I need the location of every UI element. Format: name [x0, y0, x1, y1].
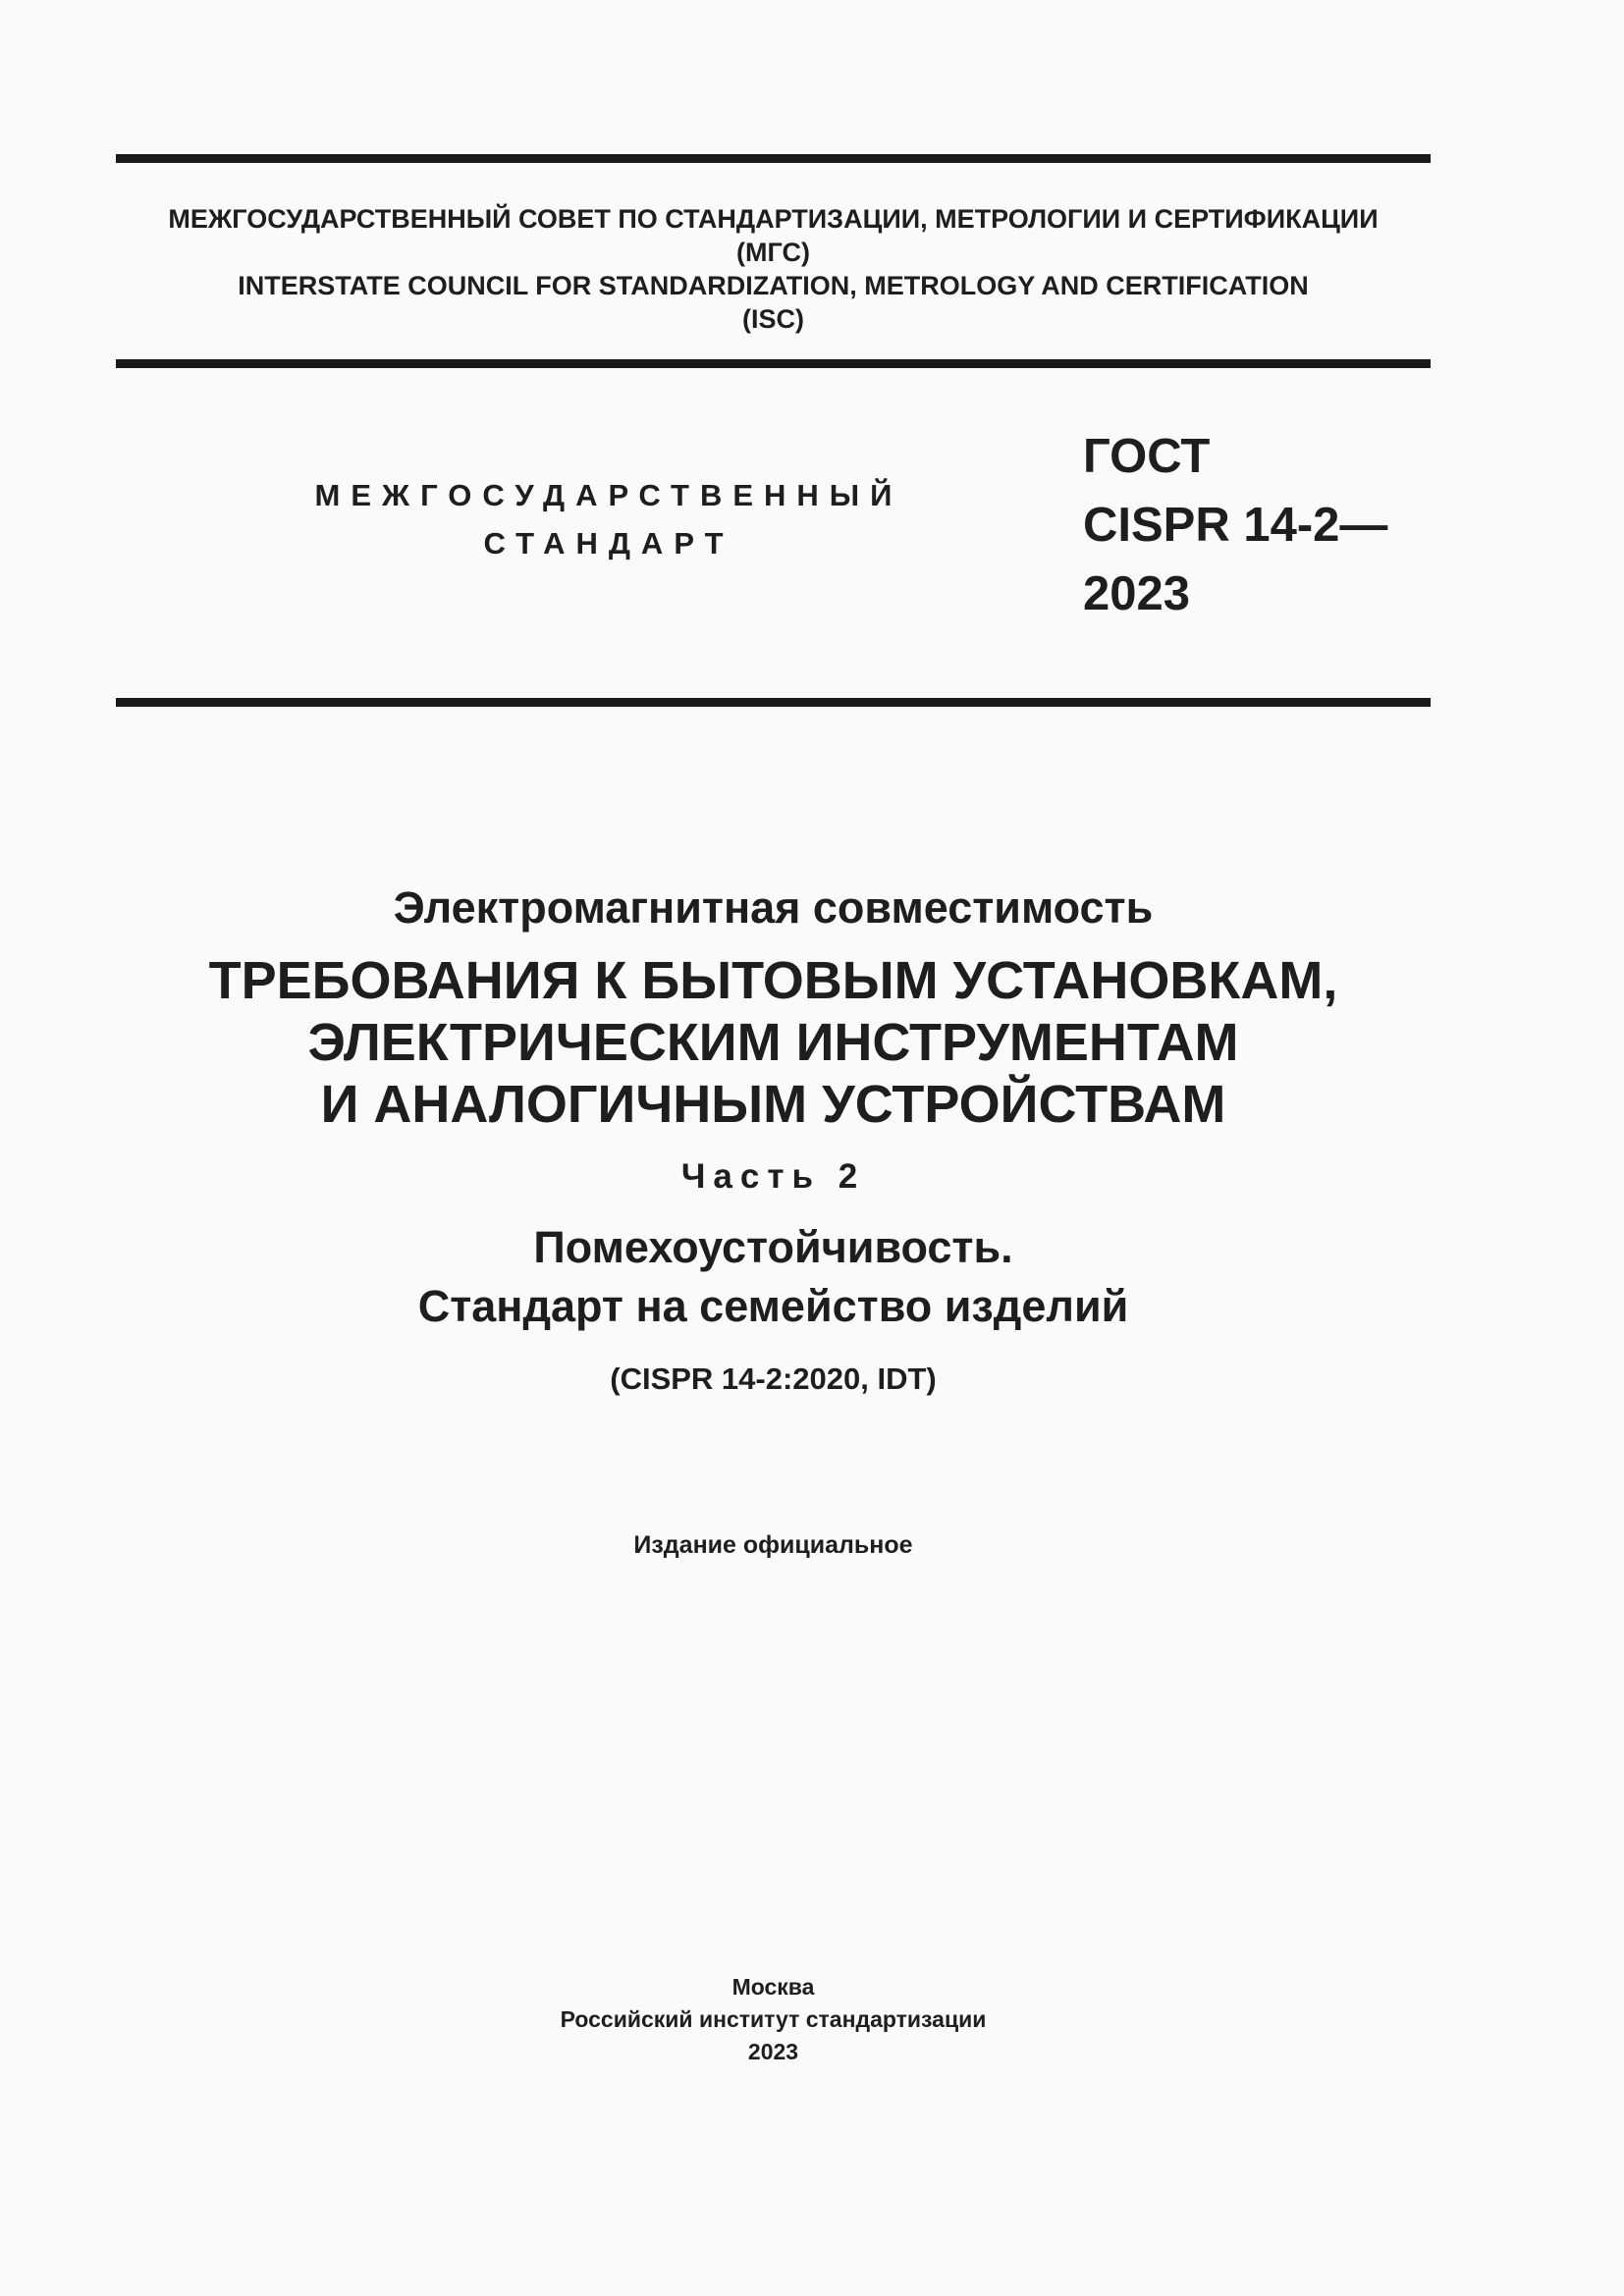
- title-main-line: ТРЕБОВАНИЯ К БЫТОВЫМ УСТАНОВКАМ,: [208, 951, 1338, 1010]
- title-main-line: ЭЛЕКТРИЧЕСКИМ ИНСТРУМЕНТАМ: [307, 1013, 1239, 1072]
- designation-divider-rule: [116, 698, 1431, 707]
- standard-designation: [1083, 422, 1436, 628]
- standard-kind-line1: МЕЖГОСУДАРСТВЕННЫЙ: [314, 478, 903, 512]
- council-name-en: INTERSTATE COUNCIL FOR STANDARDIZATION, METROLOGY AND CERTIFICATION: [238, 271, 1309, 300]
- title-subtitle-line: Стандарт на семейство изделий: [417, 1281, 1129, 1331]
- council-divider-rule: [116, 359, 1431, 368]
- title-part: Часть 2: [680, 1157, 866, 1196]
- title-main-line: И АНАЛОГИЧНЫМ УСТРОЙСТВАМ: [320, 1075, 1226, 1134]
- designation-year: 2023: [1083, 567, 1191, 620]
- designation-prefix: ГОСТ: [1083, 430, 1211, 483]
- edition-label: Издание официальное: [633, 1531, 913, 1559]
- top-rule: [116, 154, 1431, 163]
- title-identity: (CISPR 14-2:2020, IDT): [610, 1362, 937, 1396]
- imprint-city: Москва: [731, 1974, 815, 2000]
- imprint-year: 2023: [747, 2039, 799, 2064]
- imprint-publisher: Российский институт стандартизации: [560, 2006, 987, 2032]
- standard-kind-line2: СТАНДАРТ: [483, 526, 734, 561]
- designation-number: CISPR 14-2—: [1083, 499, 1388, 552]
- title-subtitle-line: Помехоустойчивость.: [533, 1222, 1013, 1272]
- title-area: Электромагнитная совместимость: [393, 882, 1154, 933]
- council-abbr-ru: (МГС): [736, 238, 810, 267]
- document-title: [116, 874, 1431, 1403]
- title-main: [116, 950, 1431, 1136]
- title-subtitle: [116, 1218, 1431, 1336]
- standard-kind: [295, 471, 923, 567]
- council-header: [116, 202, 1431, 336]
- imprint: [116, 1971, 1431, 2068]
- council-name-ru: МЕЖГОСУДАРСТВЕННЫЙ СОВЕТ ПО СТАНДАРТИЗАЦИИ, МЕТРОЛОГИИ И СЕРТИФИКАЦИИ: [168, 204, 1379, 234]
- council-abbr-en: (ISC): [742, 304, 804, 334]
